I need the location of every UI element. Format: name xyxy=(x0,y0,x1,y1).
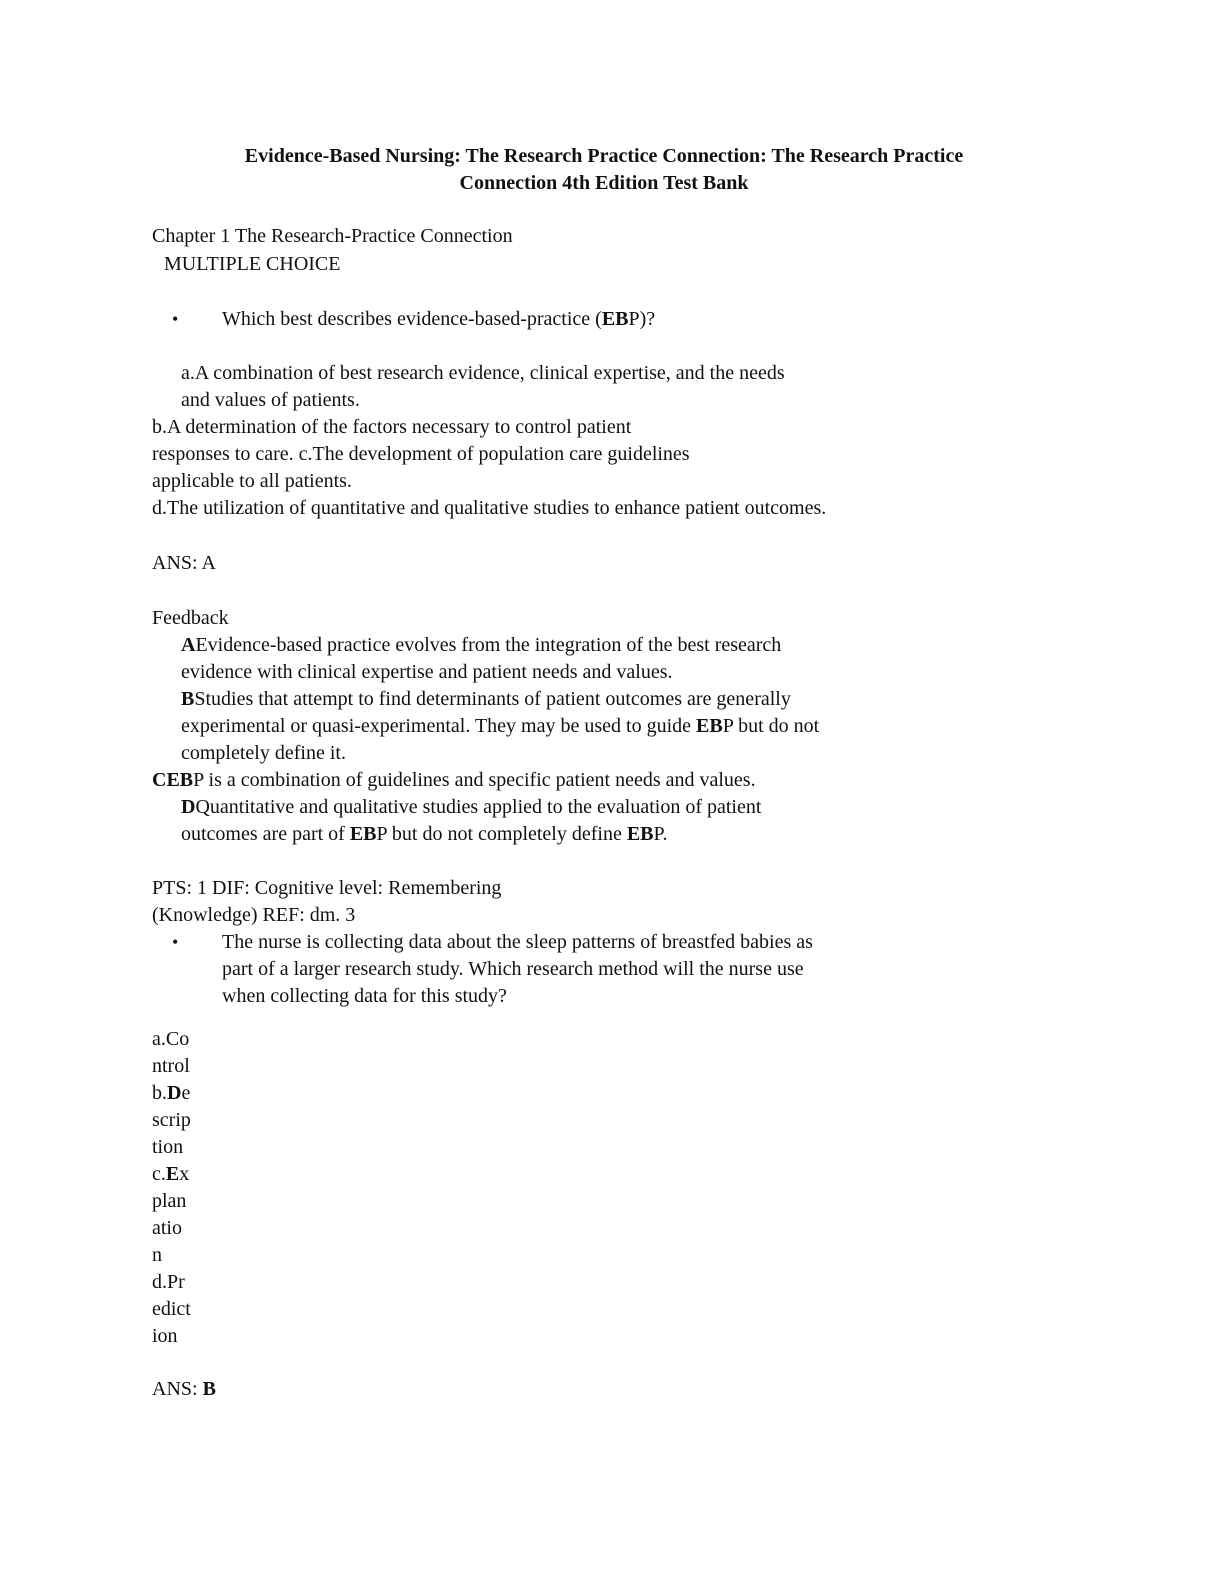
question-2-option-c-suffix: x xyxy=(179,1163,190,1185)
question-1-meta-line-1: PTS: 1 DIF: Cognitive level: Remembering xyxy=(152,877,502,899)
feedback-b-line-2-end: P but do not xyxy=(722,715,820,737)
question-1-bullet: • xyxy=(172,309,179,329)
question-2-option-c-bold: E xyxy=(165,1163,180,1185)
question-2-answer-label: ANS: xyxy=(152,1378,203,1400)
question-2-option-c-part-1 xyxy=(152,1161,189,1188)
question-1-option-c-line-2: applicable to all patients. xyxy=(152,470,352,492)
question-2-bullet: • xyxy=(172,932,179,952)
feedback-d-text: Quantitative and qualitative studies applied to the evaluation of patient xyxy=(195,796,762,818)
question-1-option-b-line-1: b.A determination of the factors necessary to control patient xyxy=(152,416,632,438)
question-2-option-d-part-1: d.Pr xyxy=(152,1271,185,1293)
question-2-option-a-part-1: a.Co xyxy=(152,1028,190,1050)
question-1-stem-bold: EB xyxy=(601,308,629,330)
question-2-option-d-part-2: edict xyxy=(152,1298,191,1320)
question-2-stem-line-1: The nurse is collecting data about the sleep patterns of breastfed babies as xyxy=(222,931,813,953)
question-2-answer xyxy=(152,1376,216,1403)
question-1-meta-line-2: (Knowledge) REF: dm. 3 xyxy=(152,904,356,926)
question-2-option-b-suffix: e xyxy=(181,1082,191,1104)
feedback-d-line-1 xyxy=(181,794,761,821)
feedback-c-bold: EB xyxy=(166,769,194,791)
feedback-a-text: Evidence-based practice evolves from the integration of the best research xyxy=(195,634,782,656)
feedback-b-letter: B xyxy=(181,688,195,710)
question-2-stem-line-3: when collecting data for this study? xyxy=(222,985,507,1007)
question-1-stem-text: Which best describes evidence-based-practice ( xyxy=(222,308,602,330)
question-1-stem-end: P)? xyxy=(628,308,656,330)
feedback-d-letter: D xyxy=(181,796,196,818)
feedback-a-line-1 xyxy=(181,632,781,659)
question-2-option-c-prefix: c. xyxy=(152,1163,166,1185)
chapter-heading: Chapter 1 The Research-Practice Connection xyxy=(152,225,513,247)
section-heading: MULTIPLE CHOICE xyxy=(164,253,341,275)
feedback-d-line-2-bold-2: EB xyxy=(626,823,654,845)
feedback-d-line-2-text: outcomes are part of xyxy=(181,823,350,845)
question-2-stem-line-2: part of a larger research study. Which research method will the nurse use xyxy=(222,958,804,980)
question-2-option-c-part-3: atio xyxy=(152,1217,182,1239)
feedback-b-line-3: completely define it. xyxy=(181,742,346,764)
feedback-d-line-2 xyxy=(181,821,667,848)
question-2-option-b-part-1 xyxy=(152,1080,190,1107)
question-1-option-b-line-2: responses to care. c.The development of population care guidelines xyxy=(152,443,690,465)
question-2-option-b-bold: D xyxy=(167,1082,182,1104)
feedback-c-text: P is a combination of guidelines and specific patient needs and values. xyxy=(193,769,756,791)
feedback-b-text: Studies that attempt to find determinants of patient outcomes are generally xyxy=(194,688,791,710)
question-2-answer-letter: B xyxy=(202,1378,216,1400)
question-1-answer: ANS: A xyxy=(152,552,216,574)
question-2-option-c-part-2: plan xyxy=(152,1190,187,1212)
document-title-line-2: Connection 4th Edition Test Bank xyxy=(459,172,749,194)
feedback-c-letter: C xyxy=(152,769,167,791)
question-2-option-b-part-2: scrip xyxy=(152,1109,191,1131)
question-1-option-d: d.The utilization of quantitative and qualitative studies to enhance patient outcomes. xyxy=(152,497,827,519)
question-1-option-a-line-1: a.A combination of best research evidence, clinical expertise, and the needs xyxy=(181,362,785,384)
feedback-a-letter: A xyxy=(181,634,196,656)
question-2-option-a-part-2: ntrol xyxy=(152,1055,190,1077)
feedback-d-line-2-end: P. xyxy=(653,823,668,845)
question-2-option-b-part-3: tion xyxy=(152,1136,184,1158)
feedback-c-line-1 xyxy=(152,767,756,794)
feedback-label: Feedback xyxy=(152,607,229,629)
feedback-d-line-2-middle: P but do not completely define xyxy=(376,823,627,845)
feedback-b-line-2 xyxy=(181,713,819,740)
feedback-b-line-2-text: experimental or quasi-experimental. They may be used to guide xyxy=(181,715,697,737)
feedback-a-line-2: evidence with clinical expertise and patient needs and values. xyxy=(181,661,673,683)
feedback-b-line-1 xyxy=(181,686,791,713)
feedback-d-line-2-bold-1: EB xyxy=(349,823,377,845)
question-1-stem xyxy=(222,306,655,333)
question-2-option-d-part-3: ion xyxy=(152,1325,178,1347)
question-2-option-b-prefix: b. xyxy=(152,1082,167,1104)
document-title-line-1: Evidence-Based Nursing: The Research Practice Connection: The Research Practice xyxy=(244,145,964,167)
feedback-b-line-2-bold: EB xyxy=(696,715,723,737)
question-2-option-c-part-4: n xyxy=(152,1244,162,1266)
question-1-option-a-line-2: and values of patients. xyxy=(181,389,360,411)
